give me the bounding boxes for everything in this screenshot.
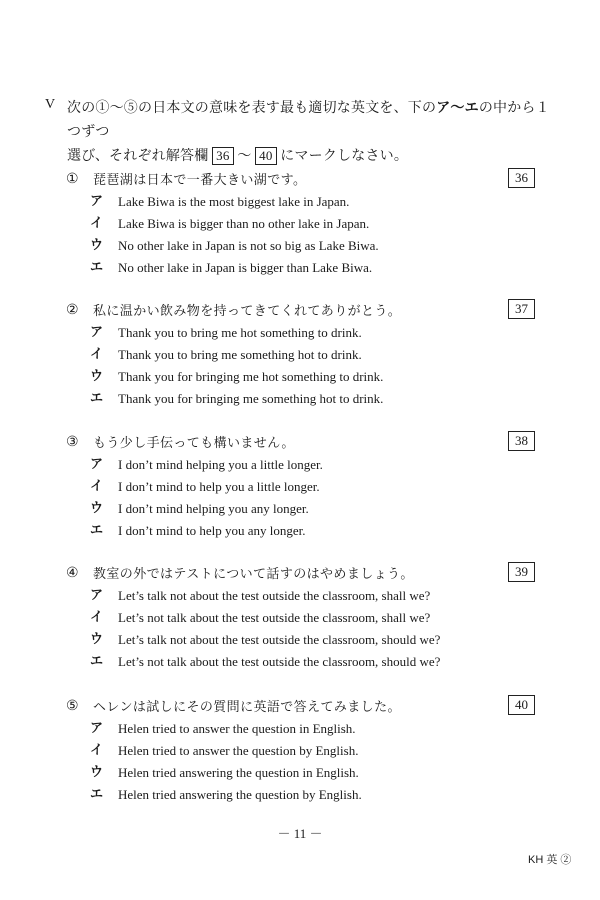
question-4	[0, 565, 600, 685]
question-5	[0, 698, 600, 818]
option-label: ア	[90, 325, 104, 340]
instruction-choice-range: ア～エ	[436, 101, 479, 116]
option-d[interactable]	[0, 653, 600, 673]
option-text: Lake Biwa is bigger than no other lake in Japan.	[118, 216, 370, 231]
answer-box: 40	[508, 695, 535, 715]
option-label: イ	[90, 610, 104, 625]
question-1	[0, 171, 600, 291]
answer-box: 36	[508, 168, 535, 188]
option-text: Let’s talk not about the test outside the classroom, should we?	[118, 632, 441, 647]
question-number: ①	[66, 172, 79, 187]
question-japanese: 私に温かい飲み物を持ってきてくれてありがとう。	[93, 303, 402, 318]
option-c[interactable]	[0, 237, 600, 257]
instruction-text-1: 次の①～⑤の日本文の意味を表す最も適切な英文を、下の	[67, 101, 437, 116]
section-roman-numeral: V	[45, 97, 56, 112]
answer-box-end: 40	[255, 147, 276, 165]
option-a[interactable]	[0, 456, 600, 476]
option-text: I don’t mind helping you a little longer.	[118, 457, 323, 472]
option-label: ア	[90, 194, 104, 209]
option-label: ウ	[90, 501, 104, 516]
answer-box: 39	[508, 562, 535, 582]
answer-box: 38	[508, 431, 535, 451]
option-c[interactable]	[0, 500, 600, 520]
question-number: ②	[66, 303, 79, 318]
option-text: Let’s not talk about the test outside the classroom, shall we?	[118, 610, 431, 625]
question-japanese: 琵琶湖は日本で一番大きい湖です。	[93, 172, 307, 187]
question-japanese: 教室の外ではテストについて話すのはやめましょう。	[93, 566, 414, 581]
option-label: イ	[90, 743, 104, 758]
option-text: No other lake in Japan is not so big as Lake Biwa.	[118, 238, 379, 253]
option-label: ア	[90, 721, 104, 736]
option-label: ア	[90, 457, 104, 472]
option-b[interactable]	[0, 215, 600, 235]
option-label: ウ	[90, 369, 104, 384]
option-label: エ	[90, 787, 104, 802]
option-text: Thank you to bring me hot something to drink.	[118, 325, 362, 340]
option-a[interactable]	[0, 720, 600, 740]
page-number: － 11 －	[277, 826, 323, 841]
option-text: Let’s talk not about the test outside the classroom, shall we?	[118, 588, 431, 603]
option-d[interactable]	[0, 522, 600, 542]
option-a[interactable]	[0, 324, 600, 344]
instruction-text-3: 選び、それぞれ解答欄	[67, 149, 209, 164]
option-text: Helen tried answering the question in English.	[118, 765, 359, 780]
option-d[interactable]	[0, 786, 600, 806]
option-label: エ	[90, 523, 104, 538]
option-b[interactable]	[0, 346, 600, 366]
option-c[interactable]	[0, 764, 600, 784]
option-d[interactable]	[0, 259, 600, 279]
option-text: Thank you for bringing me something hot to drink.	[118, 391, 384, 406]
option-label: イ	[90, 216, 104, 231]
question-number: ⑤	[66, 699, 79, 714]
answer-box-start: 36	[212, 147, 233, 165]
option-b[interactable]	[0, 478, 600, 498]
option-d[interactable]	[0, 390, 600, 410]
option-text: Let’s not talk about the test outside the classroom, should we?	[118, 654, 441, 669]
option-c[interactable]	[0, 368, 600, 388]
question-japanese: もう少し手伝っても構いません。	[93, 435, 295, 450]
option-text: No other lake in Japan is bigger than Lake Biwa.	[118, 260, 373, 275]
instruction-text-2: の中から１つずつ	[67, 101, 550, 140]
option-text: Helen tried answering the question by English.	[118, 787, 362, 802]
option-text: Helen tried to answer the question in English.	[118, 721, 356, 736]
option-text: Helen tried to answer the question by English.	[118, 743, 359, 758]
question-japanese: ヘレンは試しにその質問に英語で答えてみました。	[93, 699, 401, 714]
question-3	[0, 434, 600, 554]
option-text: I don’t mind to help you a little longer.	[118, 479, 320, 494]
option-text: I don’t mind helping you any longer.	[118, 501, 309, 516]
option-a[interactable]	[0, 587, 600, 607]
option-label: エ	[90, 260, 104, 275]
instruction-tilde: ～	[237, 149, 252, 164]
option-b[interactable]	[0, 742, 600, 762]
question-number: ④	[66, 566, 79, 581]
option-text: Thank you to bring me something hot to drink.	[118, 347, 362, 362]
option-a[interactable]	[0, 193, 600, 213]
footer-exam-code: KH 英 ②	[528, 854, 572, 866]
option-label: ウ	[90, 765, 104, 780]
option-c[interactable]	[0, 631, 600, 651]
option-label: ウ	[90, 632, 104, 647]
option-label: エ	[90, 391, 104, 406]
option-text: Thank you for bringing me hot something to drink.	[118, 369, 384, 384]
question-2	[0, 302, 600, 422]
instruction-text-4: にマークしなさい。	[280, 149, 409, 164]
answer-box: 37	[508, 299, 535, 319]
option-b[interactable]	[0, 609, 600, 629]
option-text: Lake Biwa is the most biggest lake in Japan.	[118, 194, 350, 209]
option-text: I don’t mind to help you any longer.	[118, 523, 306, 538]
option-label: エ	[90, 654, 104, 669]
option-label: ア	[90, 588, 104, 603]
option-label: ウ	[90, 238, 104, 253]
question-number: ③	[66, 435, 79, 450]
section-instruction	[67, 97, 557, 169]
option-label: イ	[90, 479, 104, 494]
option-label: イ	[90, 347, 104, 362]
